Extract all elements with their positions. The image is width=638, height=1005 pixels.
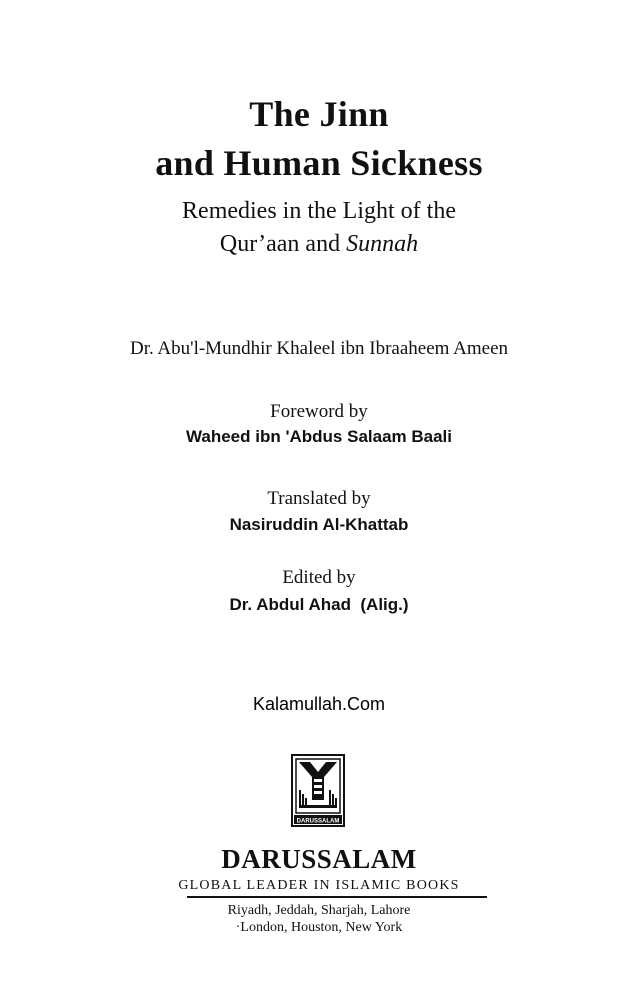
book-title-line-1: The Jinn <box>249 94 389 134</box>
website-text: Kalamullah.Com <box>252 694 386 714</box>
author-name: Dr. Abu'l-Mundhir Khaleel ibn Ibraaheem Ameen <box>129 338 509 359</box>
logo-text: DARUSSALAM <box>296 818 340 825</box>
publisher-locations-line-1: Riyadh, Jeddah, Sharjah, Lahore <box>227 903 411 918</box>
subtitle-italic-text: Sunnah <box>346 231 419 257</box>
book-title-line-2: and Human Sickness <box>155 143 483 183</box>
divider <box>187 896 487 898</box>
publisher-name: DARUSSALAM <box>221 844 417 874</box>
publisher-locations-line-2: ·London, Houston, New York <box>235 920 403 935</box>
editor-name: Dr. Abdul Ahad (Alig.) <box>229 595 409 614</box>
publisher-logo-icon <box>291 754 345 827</box>
translated-label: Translated by <box>267 488 371 509</box>
publisher-tagline: GLOBAL LEADER IN ISLAMIC BOOKS <box>178 878 460 893</box>
subtitle-line-1: Remedies in the Light of the <box>182 198 456 224</box>
subtitle-line-2 <box>0 229 638 259</box>
translator-name: Nasiruddin Al-Khattab <box>229 515 409 534</box>
subtitle-plain-text: Qur’aan and <box>219 231 347 257</box>
foreword-label: Foreword by <box>270 401 368 422</box>
foreword-name: Waheed ibn 'Abdus Salaam Baali <box>185 427 453 446</box>
edited-label: Edited by <box>282 567 356 588</box>
